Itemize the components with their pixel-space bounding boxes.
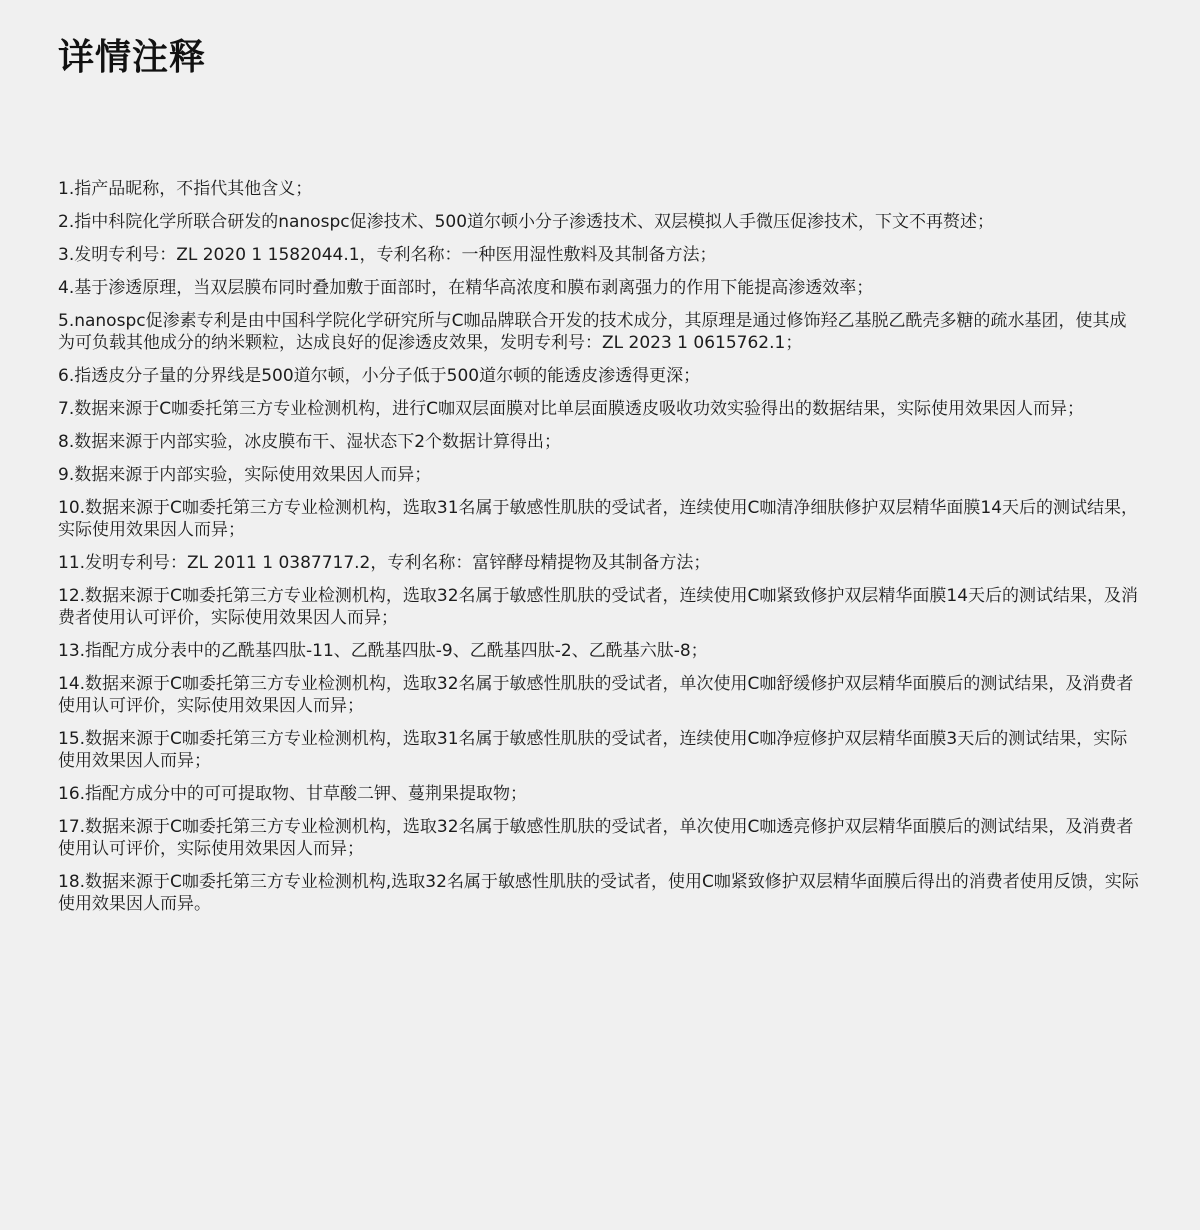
note-item: 12.数据来源于C咖委托第三方专业检测机构，选取32名属于敏感性肌肤的受试者，连续使用C咖紧致修护双层精华面膜14天后的测试结果，及消费者使用认可评价，实际使用效果因人而异；: [58, 586, 1139, 628]
note-item: 17.数据来源于C咖委托第三方专业检测机构，选取32名属于敏感性肌肤的受试者，单次使用C咖透亮修护双层精华面膜后的测试结果，及消费者使用认可评价，实际使用效果因人而异；: [58, 817, 1134, 859]
note-item: 15.数据来源于C咖委托第三方专业检测机构，选取31名属于敏感性肌肤的受试者，连续使用C咖净痘修护双层精华面膜3天后的测试结果，实际使用效果因人而异；: [58, 729, 1128, 771]
note-item: 13.指配方成分表中的乙酰基四肽-11、乙酰基四肽-9、乙酰基四肽-2、乙酰基六肽-8；: [58, 641, 708, 661]
note-item: 6.指透皮分子量的分界线是500道尔顿，小分子低于500道尔顿的能透皮渗透得更深；: [58, 366, 701, 386]
note-item: 9.数据来源于内部实验，实际使用效果因人而异；: [58, 465, 432, 485]
note-item: 16.指配方成分中的可可提取物、甘草酸二钾、蔓荆果提取物；: [58, 784, 528, 804]
note-item: 11.发明专利号：ZL 2011 1 0387717.2，专利名称：富锌酵母精提物及其制备方法；: [58, 553, 711, 573]
notes-list: [58, 178, 1142, 915]
note-item: 2.指中科院化学所联合研发的nanospc促渗技术、500道尔顿小分子渗透技术、双层模拟人手微压促渗技术，下文不再赘述；: [58, 212, 995, 232]
note-item: 18.数据来源于C咖委托第三方专业检测机构,选取32名属于敏感性肌肤的受试者，使用C咖紧致修护双层精华面膜后得出的消费者使用反馈，实际使用效果因人而异。: [58, 872, 1139, 914]
note-item: 4.基于渗透原理，当双层膜布同时叠加敷于面部时，在精华高浓度和膜布剥离强力的作用下能提高渗透效率；: [58, 278, 874, 298]
note-item: 8.数据来源于内部实验，冰皮膜布干、湿状态下2个数据计算得出；: [58, 432, 562, 452]
note-item: 3.发明专利号：ZL 2020 1 1582044.1，专利名称：一种医用湿性敷料及其制备方法；: [58, 245, 717, 265]
note-item: 1.指产品昵称，不指代其他含义；: [58, 179, 313, 199]
note-item: 7.数据来源于C咖委托第三方专业检测机构，进行C咖双层面膜对比单层面膜透皮吸收功效实验得出的数据结果，实际使用效果因人而异；: [58, 399, 1084, 419]
note-item: 5.nanospc促渗素专利是由中国科学院化学研究所与C咖品牌联合开发的技术成分，其原理是通过修饰羟乙基脱乙酰壳多糖的疏水基团，使其成为可负载其他成分的纳米颗粒，达成良好的促渗透皮效果，发明专利号：ZL 2023 1 0615762.1；: [58, 311, 1127, 353]
note-item: 14.数据来源于C咖委托第三方专业检测机构，选取32名属于敏感性肌肤的受试者，单次使用C咖舒缓修护双层精华面膜后的测试结果，及消费者使用认可评价，实际使用效果因人而异；: [58, 674, 1134, 716]
page-title: 详情注释: [58, 37, 207, 78]
note-item: 10.数据来源于C咖委托第三方专业检测机构，选取31名属于敏感性肌肤的受试者，连续使用C咖清净细肤修护双层精华面膜14天后的测试结果，实际使用效果因人而异；: [58, 498, 1139, 540]
